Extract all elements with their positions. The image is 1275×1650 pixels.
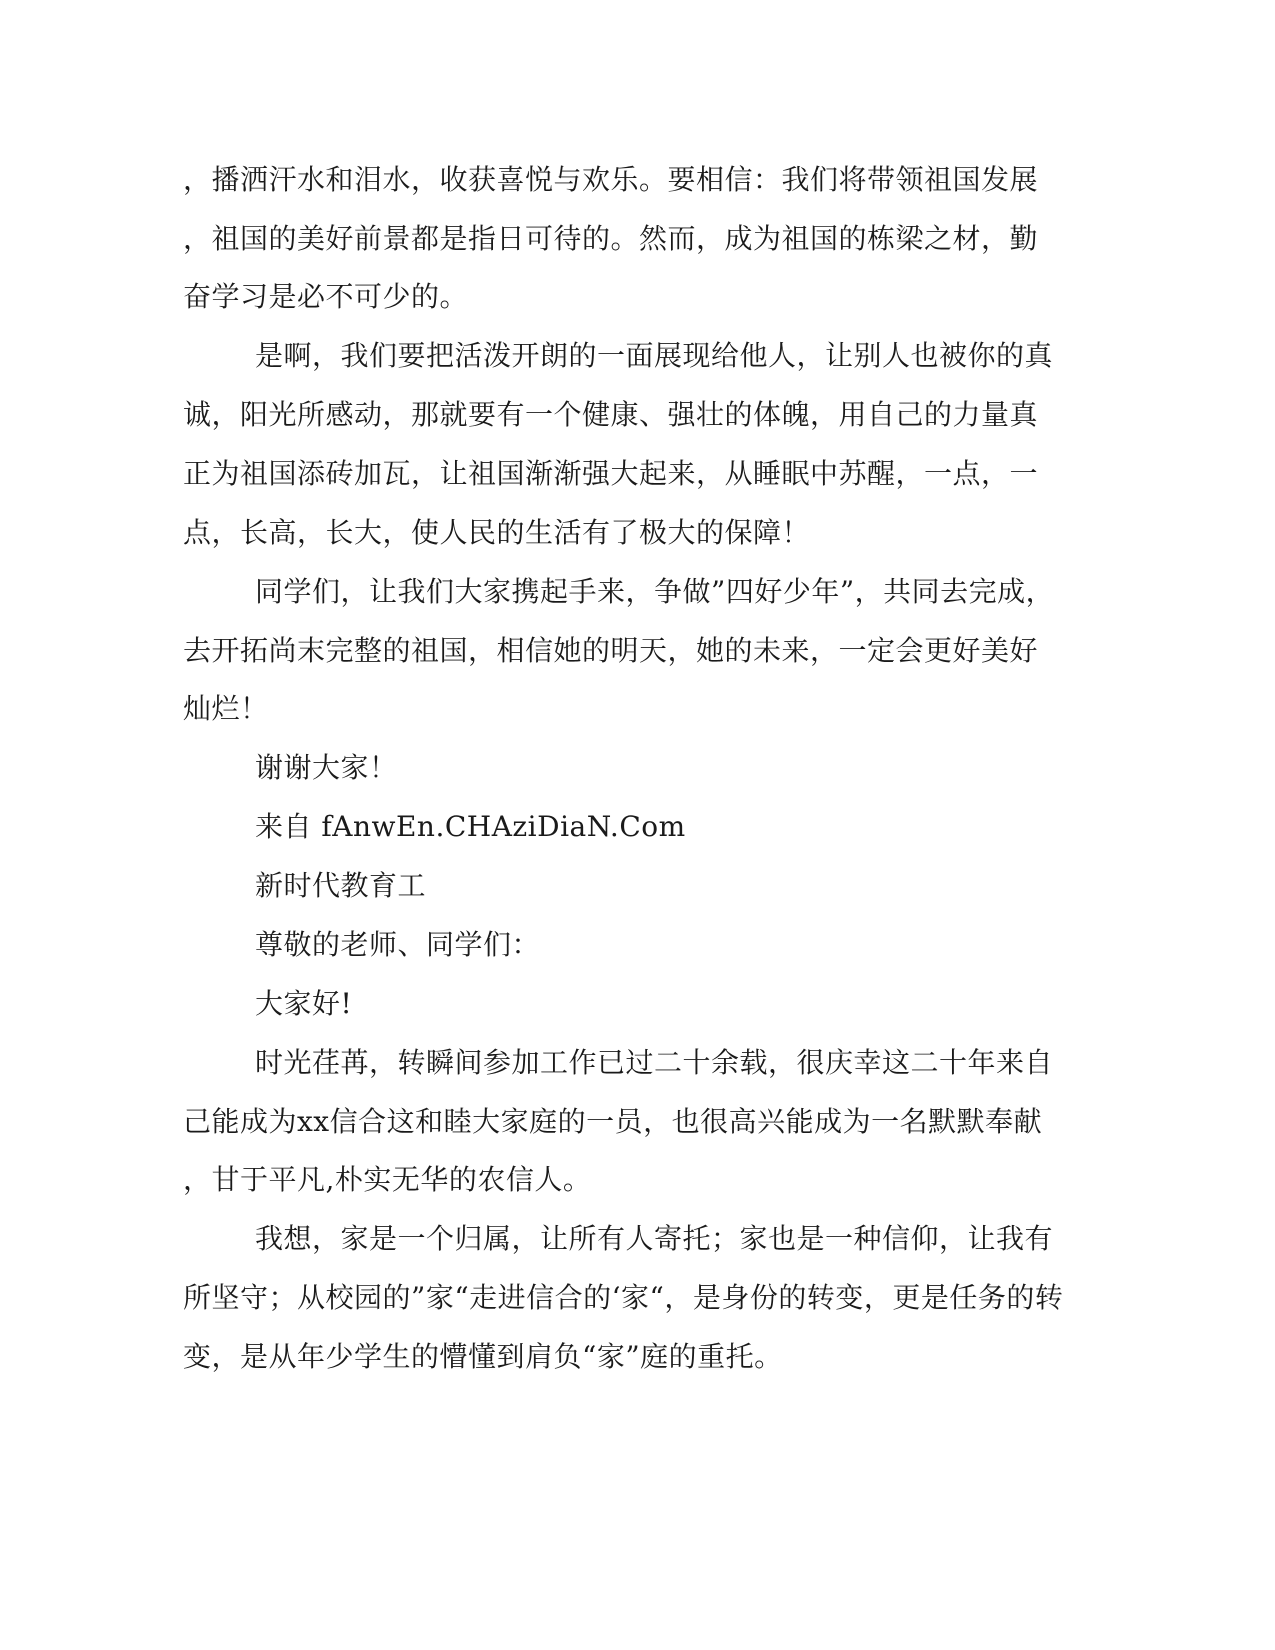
paragraph-line: ，祖国的美好前景都是指日可待的。然而，成为祖国的栋梁之材，勤 (183, 222, 1039, 255)
paragraph-line: 去开拓尚末完整的祖国，相信她的明天，她的未来，一定会更好美好 (183, 634, 1039, 667)
paragraph-line: 己能成为xx信合这和睦大家庭的一员，也很高兴能成为一名默默奉献 (183, 1105, 1043, 1138)
paragraph-line: 诚，阳光所感动，那就要有一个健康、强壮的体魄，用自己的力量真 (183, 398, 1039, 431)
paragraph-line: 是啊，我们要把活泼开朗的一面展现给他人，让别人也被你的真 (255, 339, 1054, 372)
paragraph-line: 时光荏苒，转瞬间参加工作已过二十余载，很庆幸这二十年来自 (255, 1046, 1054, 1079)
paragraph-line: ，甘于平凡,朴实无华的农信人。 (183, 1163, 592, 1196)
paragraph-line: 点，长高，长大，使人民的生活有了极大的保障！ (183, 516, 811, 549)
paragraph-line: 同学们，让我们大家携起手来，争做”四好少年”，共同去完成， (255, 575, 1055, 608)
paragraph-line: 正为祖国添砖加瓦，让祖国渐渐强大起来，从睡眠中苏醒，一点，一 (183, 457, 1039, 490)
salutation-line: 尊敬的老师、同学们： (255, 928, 541, 961)
closing-line: 谢谢大家！ (255, 751, 398, 784)
greeting-line: 大家好! (255, 987, 353, 1020)
paragraph-line: 我想，家是一个归属，让所有人寄托；家也是一种信仰，让我有 (255, 1222, 1054, 1255)
source-line: 来自 fAnwEn.CHAziDiaN.Com (255, 810, 686, 843)
paragraph-line: 奋学习是必不可少的。 (183, 280, 469, 313)
section-title: 新时代教育工 (255, 869, 427, 902)
paragraph-line: 所坚守；从校园的”家“走进信合的‘家“，是身份的转变，更是任务的转 (183, 1281, 1064, 1314)
paragraph-line: 变，是从年少学生的懵懂到肩负“家”庭的重托。 (183, 1340, 783, 1373)
paragraph-line: ，播洒汗水和泪水，收获喜悦与欢乐。要相信：我们将带领祖国发展 (183, 163, 1039, 196)
paragraph-line: 灿烂！ (183, 692, 269, 725)
